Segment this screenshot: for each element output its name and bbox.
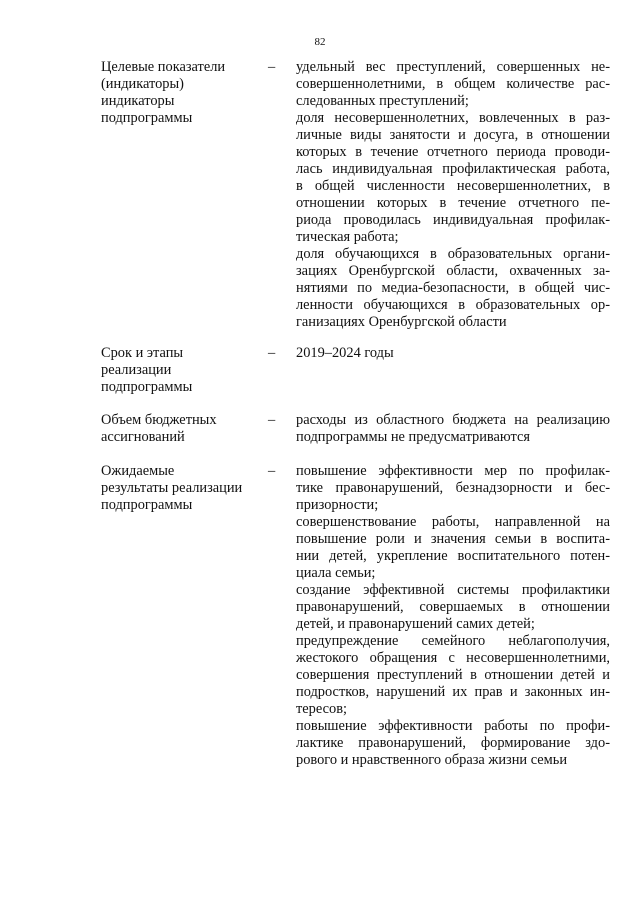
label-line: (индикаторы) [101, 76, 184, 92]
text-line: повышение роли и значения семьи в воспита- [296, 531, 610, 547]
section-label [101, 412, 261, 446]
text-line: доля обучающихся в образовательных органи- [296, 246, 610, 262]
section-label [101, 59, 261, 127]
text-line: создание эффективной системы профилактики [296, 582, 610, 598]
label-line: Срок и этапы [101, 345, 184, 361]
text-line: нятиями по медиа-безопасности, в общей чис- [296, 280, 610, 296]
section-content [296, 463, 610, 769]
text-line: правонарушений, совершаемых в отношении [296, 599, 610, 615]
separator-dash: – [268, 463, 276, 479]
text-line: нии детей, укрепление воспитательного потен- [296, 548, 610, 564]
text-line: тическая работа; [296, 229, 399, 245]
text-line: которых в течение отчетного периода проводи- [296, 144, 610, 160]
section-label [101, 463, 261, 514]
text-line: ганизациях Оренбургской области [296, 314, 507, 330]
separator-dash: – [268, 412, 276, 428]
separator-dash: – [268, 345, 276, 361]
text-line: жестокого обращения с несовершеннолетними, [296, 650, 610, 666]
text-line: предупреждение семейного неблагополучия, [296, 633, 610, 649]
label-line: подпрограммы [101, 497, 193, 513]
label-line: подпрограммы [101, 379, 193, 395]
text-line: зациях Оренбургской области, охваченных за- [296, 263, 610, 279]
section-label [101, 345, 261, 396]
label-line: Объем бюджетных [101, 412, 217, 428]
label-line: Ожидаемые [101, 463, 175, 479]
text-line: призорности; [296, 497, 379, 513]
text-line: личные виды занятости и досуга, в отношении [296, 127, 610, 143]
text-line: совершения преступлений в отношении детей и [296, 667, 610, 683]
text-line: подпрограммы не предусматриваются [296, 429, 530, 445]
label-line: ассигнований [101, 429, 185, 445]
text-line: подростков, нарушений их прав и законных ин- [296, 684, 610, 700]
text-line: совершенствование работы, направленной на [296, 514, 610, 530]
text-line: рового и нравственного образа жизни семьи [296, 752, 568, 768]
text-line: следованных преступлений; [296, 93, 469, 109]
section-content [296, 412, 610, 446]
text-line: повышение эффективности работы по профи- [296, 718, 610, 734]
text-line: повышение эффективности мер по профилак- [296, 463, 610, 479]
text-line: тике правонарушений, безнадзорности и бес- [296, 480, 610, 496]
separator-dash: – [268, 59, 276, 75]
label-line: реализации [101, 362, 172, 378]
label-line: индикаторы [101, 93, 175, 109]
section-content [296, 345, 610, 362]
text-line: удельный вес преступлений, совершенных не- [296, 59, 610, 75]
text-line: ленности обучающихся в образовательных ор- [296, 297, 610, 313]
text-line: совершеннолетними, в общем количестве рас- [296, 76, 610, 92]
label-line: результаты реализации [101, 480, 243, 496]
text-line: отношении которых в течение отчетного пе- [296, 195, 610, 211]
text-line: доля несовершеннолетних, вовлеченных в раз- [296, 110, 610, 126]
text-line: 2019–2024 годы [296, 345, 394, 361]
text-line: тересов; [296, 701, 347, 717]
text-line: лактике правонарушений, формирование здо- [296, 735, 610, 751]
page-number: 82 [314, 36, 326, 48]
text-line: детей, и правонарушений самих детей; [296, 616, 535, 632]
text-line: риода проводилась индивидуальная профилак- [296, 212, 610, 228]
label-line: Целевые показатели [101, 59, 226, 75]
label-line: подпрограммы [101, 110, 193, 126]
text-line: лась индивидуальная профилактическая работа, [296, 161, 610, 177]
section-content [296, 59, 610, 331]
text-line: циала семьи; [296, 565, 376, 581]
text-line: в общей численности несовершеннолетних, в [296, 178, 610, 194]
text-line: расходы из областного бюджета на реализацию [296, 412, 610, 428]
